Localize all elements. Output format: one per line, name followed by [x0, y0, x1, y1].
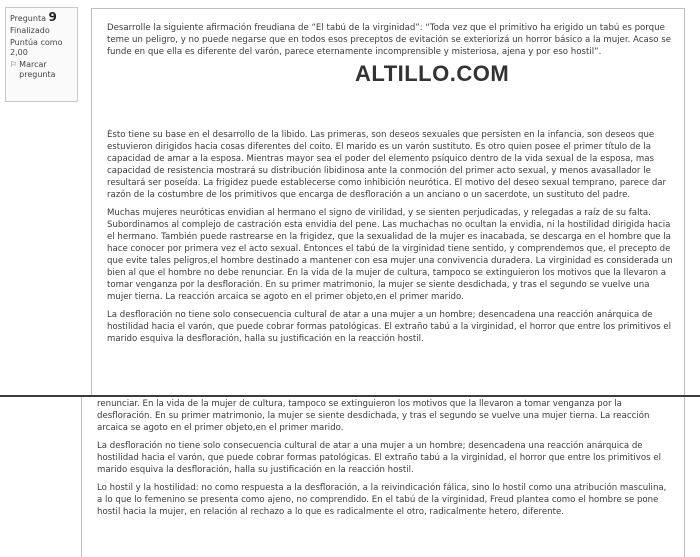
- answer-paragraph: Lo hostil y la hostilidad: no como respuesta a la desfloración, a la reivindicación fálica, sino lo hostil como una atribución masculina, a lo que lo femenino se presenta como ajeno, no comprendido. En el tabú de la virginidad, Freud plantea como el hombre se pone hostil hacia la mujer, en relación al rechazo a lo que es radicalmente el otro, radicalmente hetero, diferente.: [97, 483, 667, 517]
- flag-question-label: Marcar pregunta: [19, 60, 56, 79]
- flag-question-button[interactable]: [10, 60, 73, 80]
- answer-paragraph: Ésto tiene su base en el desarrollo de la libido. Las primeras, son deseos sexuales que persisten en la infancia, son deseos que estuvieron dirigidos hacia cosas diferentes del coito. El marido es un varón sustituto. Es otro quien posee el primer título de la capacidad de amar a la esposa. Mientras mayor sea el poder del elemento psíquico dentro de la vida sexual de la esposa, mas capacidad de resistencia mostrará su distribución libidinosa ante la conmoción del primer acto sexual, y menos avasallador le resultará ser poseída. La frigidez puede establecerse como inhibición neurótica. El motivo del deseo sexual temprano, parece dar razón de la costumbre de los primitivos que encarga de desfloración a un anciano o un sacerdote, un sustituto del padre.: [107, 130, 667, 200]
- question-prompt: [107, 22, 673, 64]
- flag-icon: ⚐: [10, 60, 18, 69]
- score-value: 2,00: [10, 48, 28, 57]
- answer-paragraph: La desfloración no tiene solo consecuencia cultural de atar a una mujer a un hombre; desencadena una reacción anárquica de hostilidad hacia el varón, que puede cobrar formas patológicas. El extraño tabú a la virginidad, el horror que entre los primitivos el marido esquiva la desfloración, halla su justificación en la reacción hostil.: [97, 441, 662, 475]
- question-info-panel: [5, 7, 78, 102]
- screenshot-seam-divider: [0, 395, 700, 397]
- answer-upper: [107, 129, 673, 394]
- answer-paragraph: La desfloración no tiene solo consecuencia cultural de atar a una mujer a un hombre; desencadena una reacción anárquica de hostilidad hacia el varón, que puede cobrar formas patológicas. El extraño tabú a la virginidad, el horror que entre los primitivos el marido esquiva la desfloración, halla su justificación en la reacción hostil.: [107, 310, 672, 344]
- answer-lower: [97, 398, 671, 524]
- answer-paragraph: renunciar. En la vida de la mujer de cultura, tampoco se extinguieron los motivos que la llevaron a tomar venganza por la desfloración. En su primer matrimonio, la mujer se siente desdichada, y tras el segundo se vuelve una mujer tierna. La reacción arcaica se agoto en el primer objeto,en el primer marido.: [97, 399, 650, 433]
- question-prefix: Pregunta: [10, 14, 46, 23]
- score-label: Puntúa como: [10, 38, 63, 47]
- watermark-logo: ALTILLO.COM: [355, 61, 510, 86]
- question-prompt-text: Desarrolle la siguiente afirmación freudiana de “El tabú de la virginidad”: “Toda vez que el primitivo ha erigido un tabú es porque teme un peligro, y no puede negarse que en todos esos preceptos de evitación se exteriorizá un horror básico a la mujer. Acaso se funde en que ella es diferente del varón, parece eternamente incomprensible y misteriosa, ajena y por eso hostil”.: [107, 23, 671, 57]
- question-status: Finalizado: [10, 26, 50, 35]
- question-number-value: 9: [48, 10, 57, 24]
- answer-paragraph: Muchas mujeres neuróticas envidian al hermano el signo de virilidad, y se sienten perjudicadas, y relegadas a raíz de su falta. Subordinamos al complejo de castración esta envidia del pene. Las muchachas no ocultan la envidia, ni la hostilidad dirigida hacia el hermano. También puede rastrearse en la frigidez, que la sexualidad de la mujer es inacabada, se descarga en el hombre que la hace conocer por primera vez el acto sexual. Entonces el tabú de la virginidad tiene sentido, y comprendemos que, el precepto de que evite tales peligros,el hombre destinado a mantener con esa mujer una convivencia duradera. La virginidad es considerada un bien al que el hombre no debe renunciar. En la vida de la mujer de cultura, tampoco se extinguieron los motivos que la llevaron a tomar venganza por la desfloración. En su primer matrimonio, la mujer se siente desdichada, y tras el segundo se vuelve una mujer tierna. La reacción arcaica se agoto en el primer objeto,en el primer marido.: [107, 208, 673, 302]
- question-number: [10, 12, 73, 24]
